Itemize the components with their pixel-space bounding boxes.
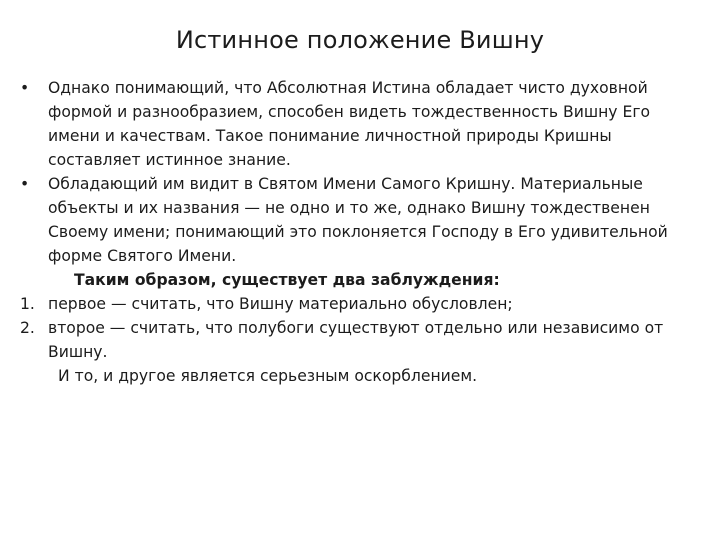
numbered-text: второе — считать, что полубоги существуют отдельно или независимо от Вишну.: [48, 319, 664, 361]
closing-statement: И то, и другое является серьезным оскорблением.: [58, 367, 478, 385]
subheading: Таким образом, существует два заблуждения:: [74, 271, 500, 289]
numbered-text: первое — считать, что Вишну материально обусловлен;: [48, 295, 513, 313]
number-marker: 1.: [20, 295, 35, 313]
numbered-item: [20, 316, 700, 364]
slide-content: [20, 76, 700, 388]
bullet-item: [20, 172, 700, 268]
slide-title: Истинное положение Вишну: [175, 26, 545, 54]
numbered-item: [20, 292, 700, 316]
bullet-text: Обладающий им видит в Святом Имени Самого Кришну. Материальные объекты и их названия — не одно и то же, однако Вишну тождественен Своему имени; понимающий это поклоняется Господу в Его удивительной форме Святого Имени.: [48, 175, 668, 265]
bullet-marker: •: [20, 79, 30, 97]
bullet-item: [20, 76, 700, 172]
bullet-text: Однако понимающий, что Абсолютная Истина обладает чисто духовной формой и разнообразием, способен видеть тождественность Вишну Его имени и качествам. Такое понимание личностной природы Кришны составляет истинное знание.: [48, 79, 651, 169]
number-marker: 2.: [20, 319, 35, 337]
bullet-marker: •: [20, 175, 30, 193]
